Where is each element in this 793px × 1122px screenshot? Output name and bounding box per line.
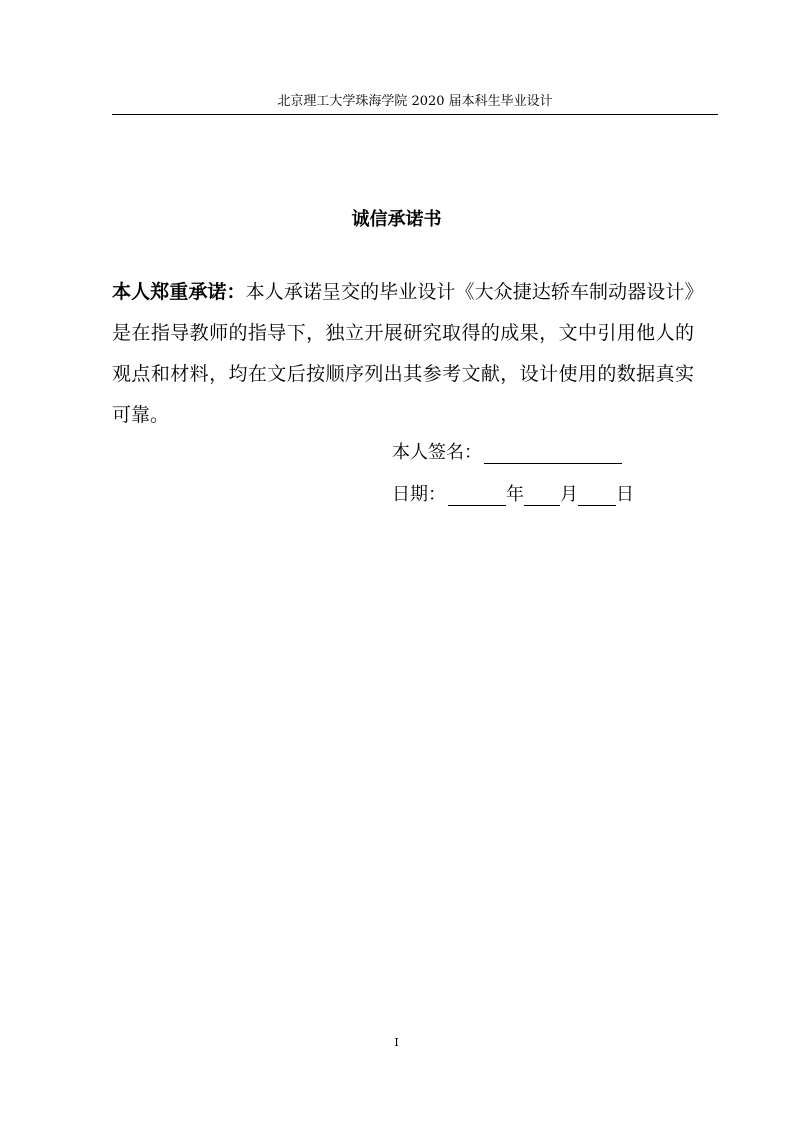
statement-body: 本人承诺呈交的毕业设计《大众捷达轿车制动器设计》是在指导教师的指导下，独立开展研究取得的成果，文中引用他人的观点和材料，均在文后按顺序列出其参考文献，设计使用的数据真实可靠。 — [112, 281, 694, 426]
signature-blank-line — [484, 442, 622, 464]
month-unit: 月 — [560, 484, 578, 505]
running-header — [112, 92, 718, 115]
signature-block — [392, 440, 634, 508]
day-blank-line — [578, 484, 616, 506]
month-blank-line — [524, 484, 560, 506]
running-header-text: 北京理工大学珠海学院 2020 届本科生毕业设计 — [277, 94, 553, 109]
year-blank-line — [448, 484, 506, 506]
signature-row — [392, 440, 634, 466]
page-number: I — [394, 1036, 399, 1049]
integrity-statement — [112, 272, 694, 436]
page-title: 诚信承诺书 — [351, 209, 442, 230]
date-row — [392, 482, 634, 508]
year-unit: 年 — [506, 484, 524, 505]
signature-label: 本人签名： — [392, 442, 482, 463]
date-label: 日期： — [392, 484, 446, 505]
day-unit: 日 — [616, 484, 634, 505]
statement-lead: 本人郑重承诺： — [112, 281, 246, 303]
